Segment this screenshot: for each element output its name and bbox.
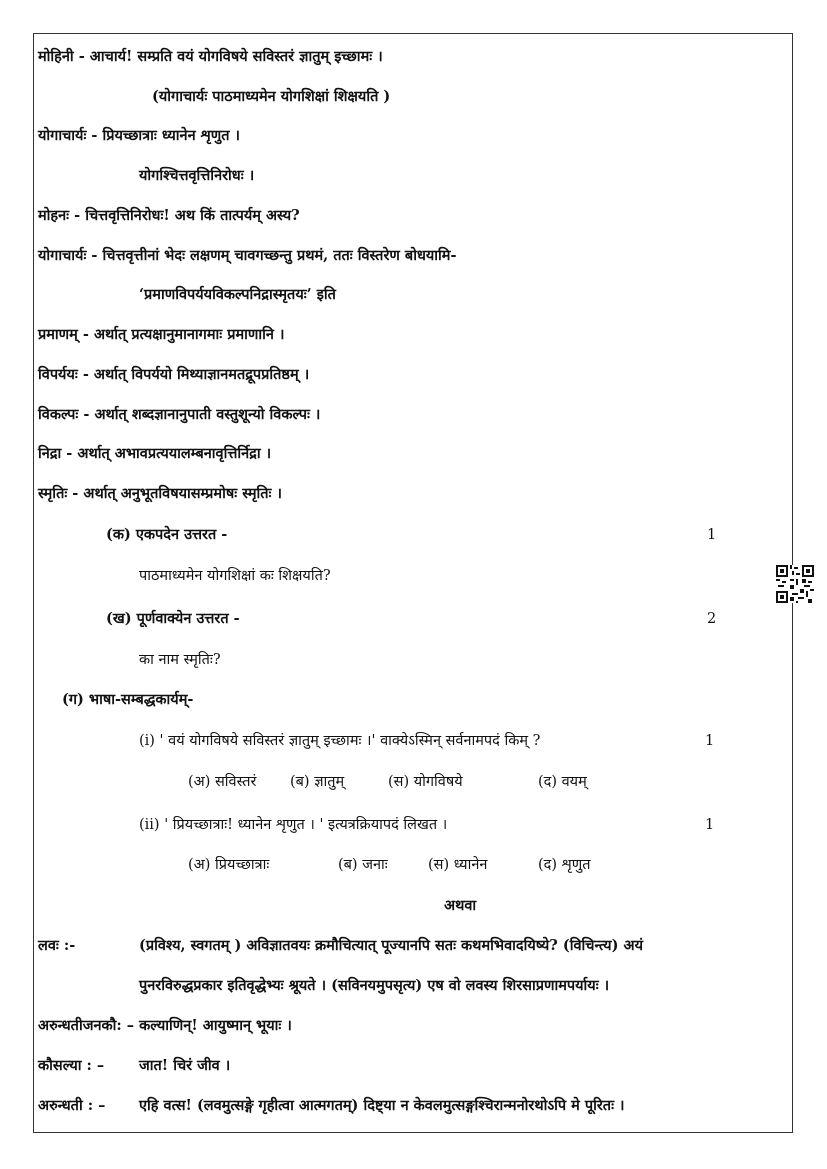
kausalya-speaker: कौसल्या : –: [38, 1057, 105, 1074]
question-i-text: (i) ' वयं योगविषये सविस्तरं ज्ञातुम् इच्छामः ।' वाक्येऽस्मिन् सर्वनामपदं किम् ?: [139, 733, 541, 749]
arundhati-janaka-line: अरुन्धतीजनकौ: – कल्याणिन्! आयुष्मान् भूयाः ।: [38, 1017, 292, 1034]
stage-direction: (योगाचार्यः पाठमाध्यमेन योगशिक्षां शिक्षयति ): [152, 88, 391, 105]
nidra-line: निद्रा - अर्थात् अभावप्रत्ययालम्बनावृत्तिर्निद्रा ।: [38, 445, 272, 462]
question-ii-marks: 1: [705, 817, 715, 833]
option-ii-b: (ब) जनाः: [338, 857, 388, 873]
question-ii-text: (ii) ' प्रियच्छात्राः! ध्यानेन शृणुत । ' इत्यत्रक्रियापदं लिखत ।: [139, 817, 448, 833]
option-ii-d: (द) शृणुत: [538, 857, 591, 873]
question-kha-label: (ख) पूर्णवाक्येन उत्तरत -: [106, 610, 240, 627]
lava-line-2: पुनरविरुद्धप्रकार इतिवृद्धेभ्यः श्रूयते । (सविनयमुपसृत्य) एष वो लवस्य शिरसाप्रणामपर्यायः ।: [139, 977, 610, 994]
viparyaya-line: विपर्ययः - अर्थात् विपर्ययो मिथ्याज्ञानमतद्रूपप्रतिष्ठम् ।: [38, 366, 310, 383]
question-kha-marks: 2: [707, 611, 717, 627]
option-i-b: (ब) ज्ञातुम्: [290, 774, 345, 790]
question-ka-label: (क) एकपदेन उत्तरत -: [106, 526, 228, 543]
yogacharya-line-2: योगाचार्यः - चित्तवृत्तीनां भेदः लक्षणम् चावगच्छन्तु प्रथमं, ततः विस्तरेण बोधयामि-: [38, 247, 457, 264]
option-i-d: (द) वयम्: [538, 774, 587, 790]
option-i-a: (अ) सविस्तरं: [188, 774, 257, 790]
question-i-marks: 1: [705, 733, 715, 749]
qr-code-icon: [776, 565, 814, 603]
yoga-sutra-line: योगश्चित्तवृत्तिनिरोधः ।: [139, 167, 255, 184]
athava-heading: अथवा: [444, 897, 477, 914]
arundhati-speaker: अरुन्धती : –: [38, 1097, 106, 1114]
kausalya-line: जात! चिरं जीव ।: [139, 1057, 231, 1074]
lava-line-1: (प्रविश्य, स्वगतम् ) अविज्ञातवयः क्रमौचित्यात् पूज्यानपि सतः कथमभिवादयिष्ये? (विचिन्त्य) अयं: [139, 937, 643, 954]
option-ii-a: (अ) प्रियच्छात्राः: [188, 857, 270, 873]
pramanam-line: प्रमाणम् - अर्थात् प्रत्यक्षानुमानागमाः प्रमाणानि ।: [38, 326, 285, 343]
option-ii-c: (स) ध्यानेन: [428, 857, 488, 873]
question-ka-marks: 1: [707, 527, 717, 543]
question-kha-text: का नाम स्मृतिः?: [139, 652, 221, 668]
mohini-line: मोहिनी - आचार्य! सम्प्रति वयं योगविषये सविस्तरं ज्ञातुम् इच्छामः ।: [38, 48, 383, 65]
mohana-line: मोहनः - चित्तवृत्तिनिरोधः! अथ किं तात्पर्यम् अस्य?: [38, 207, 300, 224]
question-ga-label: (ग) भाषा-सम्बद्धकार्यम्-: [62, 691, 194, 708]
yogacharya-line-1: योगाचार्यः - प्रियच्छात्राः ध्यानेन शृणुत ।: [38, 127, 241, 144]
question-ka-text: पाठमाध्यमेन योगशिक्षां कः शिक्षयति?: [139, 568, 331, 584]
smriti-line: स्मृतिः - अर्थात् अनुभूतविषयासम्प्रमोषः स्मृतिः ।: [38, 485, 283, 502]
vikalpa-line: विकल्पः - अर्थात् शब्दज्ञानानुपाती वस्तुशून्यो विकल्पः ।: [38, 406, 321, 423]
lava-speaker: लवः :-: [38, 937, 76, 954]
arundhati-line: एहि वत्स! (लवमुत्सङ्गे गृहीत्वा आत्मगतम्) दिष्ट्या न केवलमुत्सङ्गश्चिरान्मनोरथोऽपि मे पूरितः ।: [139, 1097, 625, 1114]
option-i-c: (स) योगविषये: [388, 774, 463, 790]
pramana-sutra-line: ‘प्रमाणविपर्ययविकल्पनिद्रास्मृतयः’ इति: [139, 286, 336, 303]
